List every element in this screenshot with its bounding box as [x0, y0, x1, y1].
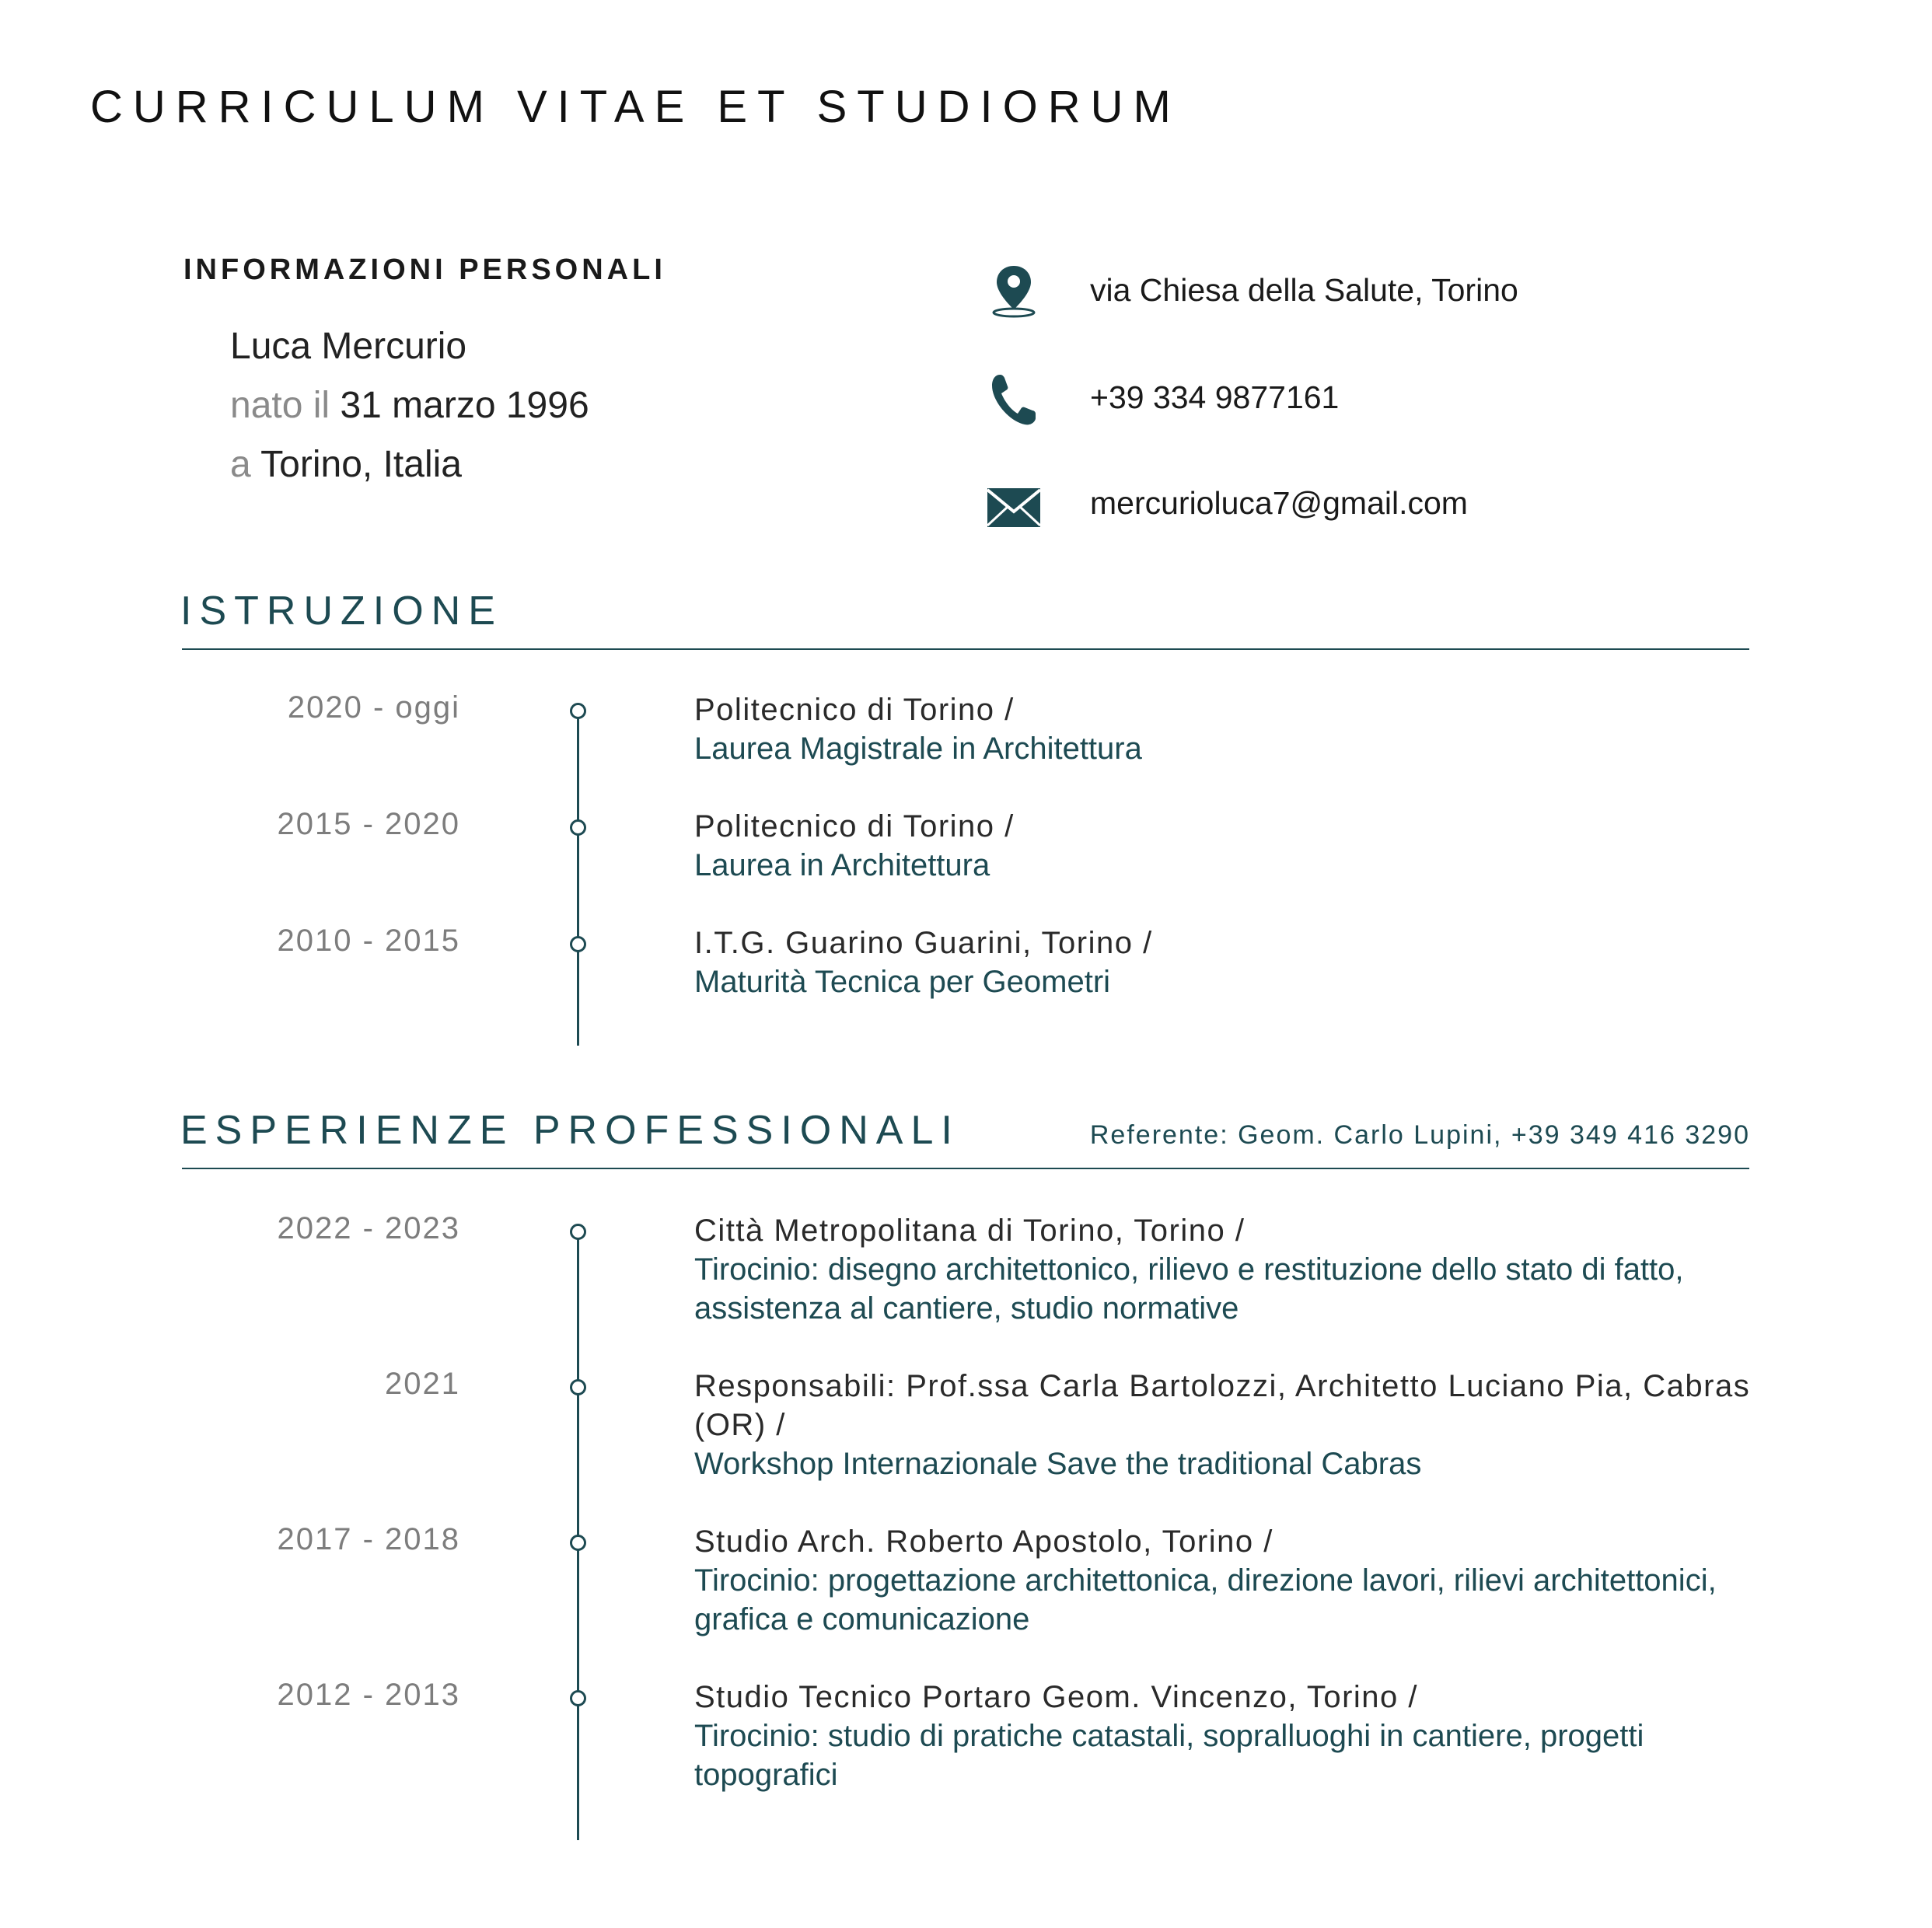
timeline-dot	[570, 1690, 586, 1706]
envelope-icon	[986, 479, 1042, 535]
education-period: 2020 - oggi	[287, 690, 460, 725]
phone-text: +39 334 9877161	[1090, 379, 1340, 415]
birth-date: 31 marzo 1996	[340, 385, 589, 426]
education-entry	[694, 807, 1759, 885]
timeline-dot	[570, 1535, 586, 1551]
experience-period: 2022 - 2023	[277, 1211, 460, 1245]
place-prefix: a	[230, 444, 251, 485]
email-text: mercurioluca7@gmail.com	[1090, 485, 1468, 521]
birth-date-line	[230, 384, 589, 427]
experience-period: 2021	[385, 1367, 460, 1401]
location-pin-icon	[986, 263, 1042, 319]
experience-heading: ESPERIENZE PROFESSIONALI	[180, 1108, 960, 1153]
experience-organization: Studio Tecnico Portaro Geom. Vincenzo, Torino /	[694, 1680, 1418, 1714]
timeline-dot	[570, 1224, 586, 1240]
timeline-dot	[570, 936, 586, 952]
experience-entry	[694, 1367, 1759, 1483]
experience-organization: Studio Arch. Roberto Apostolo, Torino /	[694, 1525, 1273, 1559]
experience-entry	[694, 1211, 1759, 1328]
referente-text: Referente: Geom. Carlo Lupini, +39 349 416 3290	[1089, 1120, 1750, 1150]
timeline-dot	[570, 819, 586, 836]
document-title: CURRICULUM VITAE ET STUDIORUM	[90, 82, 1181, 132]
education-institution: Politecnico di Torino /	[694, 809, 1015, 844]
full-name: Luca Mercurio	[230, 326, 467, 367]
birth-prefix: nato il	[230, 385, 330, 426]
experience-period: 2017 - 2018	[277, 1522, 460, 1556]
timeline-dot	[570, 703, 586, 719]
experience-entry	[694, 1522, 1759, 1639]
birth-place-line	[230, 443, 462, 486]
education-entry	[694, 690, 1759, 768]
personal-info-heading: INFORMAZIONI PERSONALI	[183, 253, 666, 286]
education-period: 2010 - 2015	[277, 924, 460, 958]
birth-place: Torino, Italia	[260, 444, 462, 485]
education-degree: Maturità Tecnica per Geometri	[694, 965, 1111, 999]
education-timeline-line	[577, 711, 579, 1046]
address-text: via Chiesa della Salute, Torino	[1090, 272, 1518, 308]
experience-organization: Città Metropolitana di Torino, Torino /	[694, 1214, 1245, 1248]
education-institution: I.T.G. Guarino Guarini, Torino /	[694, 926, 1153, 960]
timeline-dot	[570, 1379, 586, 1395]
experience-description: Workshop Internazionale Save the traditional Cabras	[694, 1447, 1422, 1481]
education-degree: Laurea Magistrale in Architettura	[694, 732, 1142, 766]
education-divider	[182, 648, 1749, 650]
experience-description: Tirocinio: studio di pratiche catastali, sopralluoghi in cantiere, progetti topografici	[694, 1719, 1644, 1792]
education-degree: Laurea in Architettura	[694, 848, 990, 882]
experience-period: 2012 - 2013	[277, 1678, 460, 1712]
experience-organization: Responsabili: Prof.ssa Carla Bartolozzi, Architetto Luciano Pia, Cabras (OR) /	[694, 1369, 1751, 1442]
education-period: 2015 - 2020	[277, 807, 460, 841]
experience-description: Tirocinio: disegno architettonico, rilievo e restituzione dello stato di fatto, assistenza al cantiere, studio normative	[694, 1252, 1684, 1326]
experience-entry	[694, 1678, 1759, 1794]
experience-divider	[182, 1168, 1749, 1169]
experience-description: Tirocinio: progettazione architettonica, direzione lavori, rilievi architettonici, grafica e comunicazione	[694, 1563, 1717, 1636]
education-heading: ISTRUZIONE	[180, 589, 503, 634]
phone-icon	[986, 372, 1042, 428]
education-institution: Politecnico di Torino /	[694, 693, 1015, 727]
education-entry	[694, 924, 1759, 1001]
